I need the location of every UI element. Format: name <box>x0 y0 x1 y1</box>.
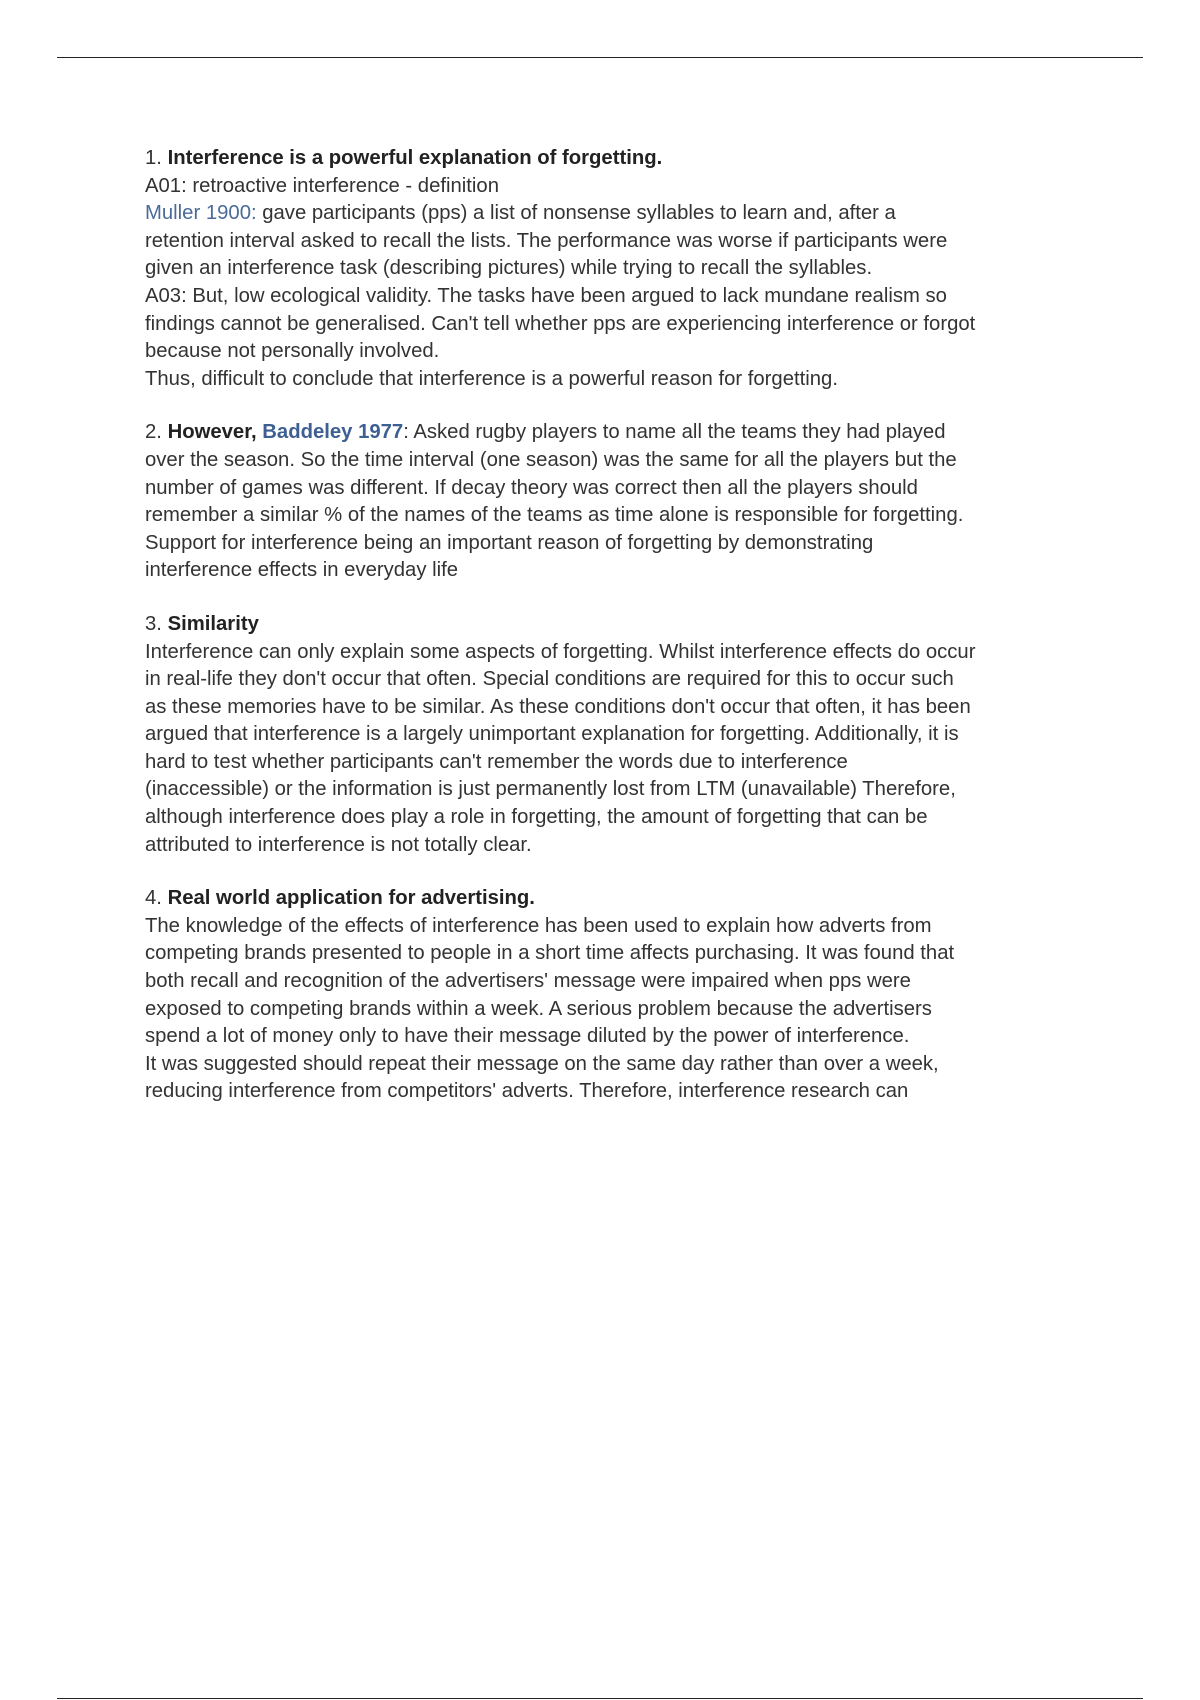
text-line: although interference does play a role in forgetting, the amount of forgetting that can be <box>145 806 928 829</box>
top-rule <box>57 57 1143 58</box>
section-2-heading-line <box>145 419 1065 447</box>
section-4-heading: Real world application for advertising. <box>167 887 535 910</box>
text-line: findings cannot be generalised. Can't tell whether pps are experiencing interference or forgot <box>145 312 976 335</box>
text-line: exposed to competing brands within a week. A serious problem because the advertisers <box>145 997 932 1020</box>
text-line: retention interval asked to recall the lists. The performance was worse if participants were <box>145 229 948 252</box>
section-2-number: 2. <box>145 421 168 444</box>
section-3-heading-line <box>145 611 1065 639</box>
text-line: reducing interference from competitors' adverts. Therefore, interference research can <box>145 1080 909 1103</box>
text-line: spend a lot of money only to have their message diluted by the power of interference. <box>145 1025 910 1048</box>
text-line: argued that interference is a largely unimportant explanation for forgetting. Additionally, it is <box>145 723 959 746</box>
text-line: interference effects in everyday life <box>145 559 459 582</box>
text-line: because not personally involved. <box>145 340 440 363</box>
text-line: remember a similar % of the names of the teams as time alone is responsible for forgetting. <box>145 504 964 527</box>
reference-muller: Muller 1900: <box>145 202 257 225</box>
text-line <box>145 200 1065 228</box>
text-line: Interference can only explain some aspects of forgetting. Whilst interference effects do occur <box>145 640 976 663</box>
text-line: A01: retroactive interference - definition <box>145 174 499 197</box>
text-line: Support for interference being an important reason of forgetting by demonstrating <box>145 531 874 554</box>
text-line: competing brands presented to people in a short time affects purchasing. It was found that <box>145 942 955 965</box>
text-line: number of games was different. If decay theory was correct then all the players should <box>145 476 918 499</box>
section-2-heading: However, <box>167 421 263 444</box>
section-1 <box>145 145 1065 393</box>
text-line: as these memories have to be similar. As these conditions don't occur that often, it has been <box>145 695 971 718</box>
section-4-number: 4. <box>145 887 168 910</box>
section-1-heading-line <box>145 145 1065 173</box>
text-line: over the season. So the time interval (one season) was the same for all the players but the <box>145 448 957 471</box>
section-4 <box>145 885 1065 1106</box>
text-line: A03: But, low ecological validity. The tasks have been argued to lack mundane realism so <box>145 284 947 307</box>
text-line: both recall and recognition of the advertisers' message were impaired when pps were <box>145 970 911 993</box>
text-line: The knowledge of the effects of interference has been used to explain how adverts from <box>145 914 932 937</box>
text-line: attributed to interference is not totally clear. <box>145 833 532 856</box>
text-line: It was suggested should repeat their message on the same day rather than over a week, <box>145 1052 939 1075</box>
section-2 <box>145 419 1065 585</box>
section-3-heading: Similarity <box>167 612 259 635</box>
text-line: Thus, difficult to conclude that interference is a powerful reason for forgetting. <box>145 367 838 390</box>
text-line: given an interference task (describing pictures) while trying to recall the syllables. <box>145 257 873 280</box>
text-line: hard to test whether participants can't remember the words due to interference <box>145 750 848 773</box>
section-4-heading-line <box>145 885 1065 913</box>
text-fragment: : Asked rugby players to name all the teams they had played <box>403 421 946 444</box>
reference-baddeley: Baddeley 1977 <box>262 421 404 444</box>
bottom-rule <box>57 1698 1143 1699</box>
section-1-number: 1. <box>145 147 168 169</box>
section-1-heading: Interference is a powerful explanation of forgetting. <box>167 147 663 169</box>
text-line: in real-life they don't occur that often. Special conditions are required for this to occur such <box>145 668 954 691</box>
text-line: (inaccessible) or the information is just permanently lost from LTM (unavailable) Therefore, <box>145 778 956 801</box>
section-3-number: 3. <box>145 612 168 635</box>
section-3 <box>145 611 1065 859</box>
document-body <box>145 145 1065 1132</box>
text-fragment: gave participants (pps) a list of nonsense syllables to learn and, after a <box>262 202 896 225</box>
